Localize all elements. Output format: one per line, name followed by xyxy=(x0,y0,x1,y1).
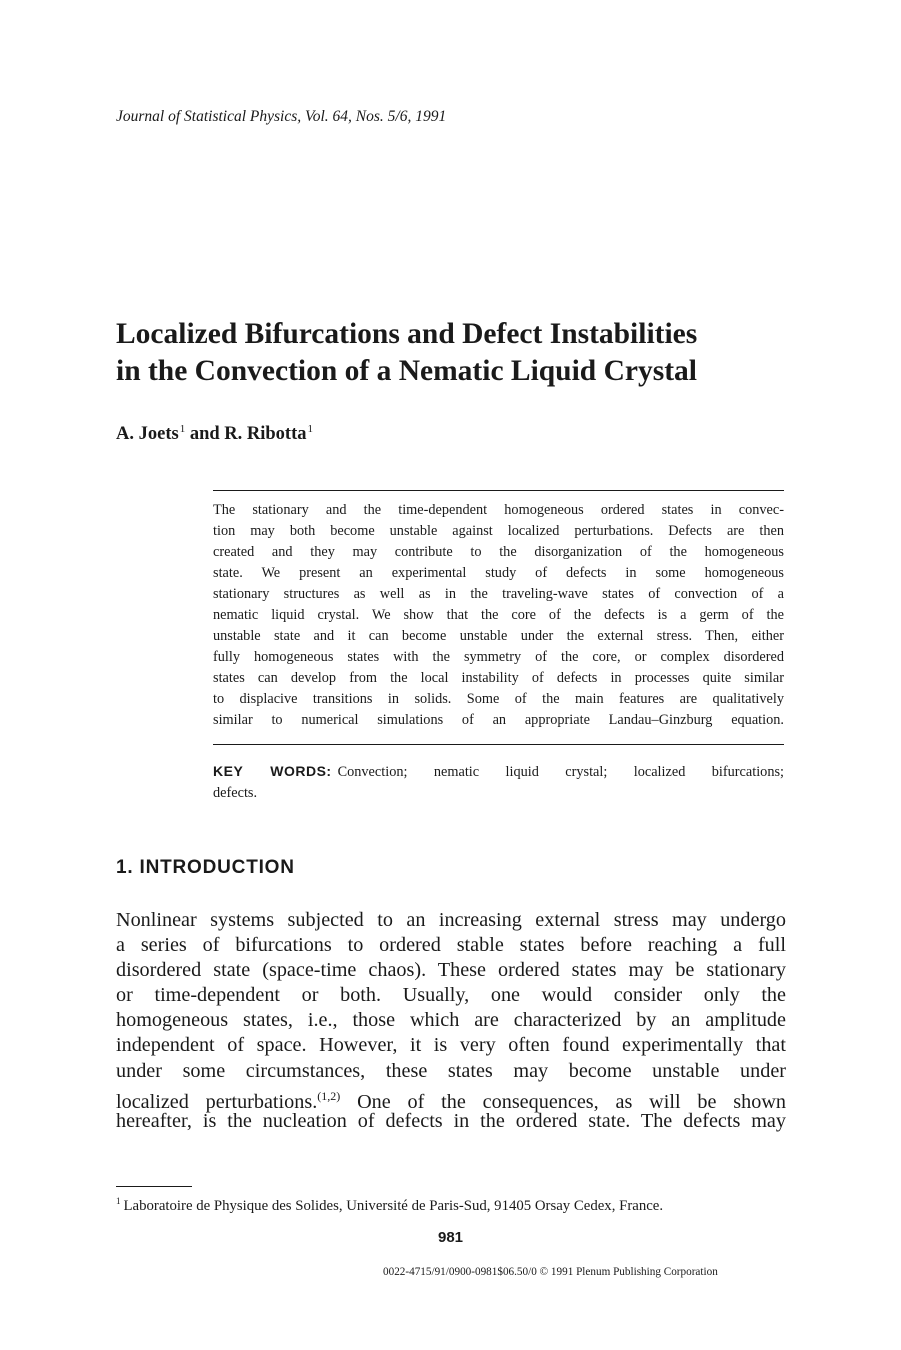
body-line: or time-dependent or both. Usually, one would consider only the xyxy=(116,984,786,1007)
body-text-fragment: localized perturbations. xyxy=(116,1090,318,1113)
paper-title xyxy=(116,316,836,390)
page-number: 981 xyxy=(437,1229,464,1246)
body-text xyxy=(116,908,786,1134)
footnote-mark: 1 xyxy=(116,1196,121,1206)
title-line-1: Localized Bifurcations and Defect Instabilities xyxy=(116,318,698,350)
keywords-label: KEY WORDS: xyxy=(213,763,332,779)
abstract-top-rule xyxy=(213,490,784,491)
body-line: homogeneous states, i.e., those which are characterized by an amplitude xyxy=(116,1009,786,1032)
abstract-line: tion may both become unstable against localized perturbations. Defects are then xyxy=(213,523,784,539)
body-line: Nonlinear systems subjected to an increasing external stress may undergo xyxy=(116,909,786,931)
title-line-2: in the Convection of a Nematic Liquid Crystal xyxy=(116,355,697,387)
keywords xyxy=(213,761,784,804)
footnote xyxy=(116,1196,663,1215)
body-line-citation xyxy=(116,1084,786,1113)
abstract-line: to displacive transitions in solids. Some of the main features are qualitatively xyxy=(213,691,784,707)
keywords-text: Convection; nematic liquid crystal; localized bifurcations; xyxy=(337,764,784,780)
abstract-line: stationary structures as well as in the traveling-wave states of convection of a xyxy=(213,586,784,602)
abstract-line: unstable state and it can become unstable under the external stress. Then, either xyxy=(213,628,784,644)
body-line: under some circumstances, these states may become unstable under xyxy=(116,1059,786,1082)
abstract-line: similar to numerical simulations of an appropriate Landau–Ginzburg equation. xyxy=(213,712,784,728)
author-name: A. Joets xyxy=(116,424,179,444)
footnote-rule xyxy=(116,1186,192,1187)
body-text-fragment: One of the consequences, as will be shown xyxy=(340,1090,786,1113)
footnote-text: Laboratoire de Physique des Solides, Université de Paris-Sud, 91405 Orsay Cedex, France. xyxy=(123,1198,664,1214)
copyright-line: 0022-4715/91/0900-0981$06.50/0 © 1991 Plenum Publishing Corporation xyxy=(383,1266,718,1278)
abstract-line: The stationary and the time-dependent homogeneous ordered states in convec- xyxy=(213,502,784,518)
abstract xyxy=(213,500,784,731)
author-list xyxy=(116,423,313,445)
body-line: a series of bifurcations to ordered stable states before reaching a full xyxy=(116,934,786,957)
abstract-line: state. We present an experimental study of defects in some homogeneous xyxy=(213,565,784,581)
keywords-line-2: defects. xyxy=(213,785,258,801)
affiliation-mark: 1 xyxy=(307,423,313,435)
author-connector: and xyxy=(189,424,220,444)
body-line: disordered state (space-time chaos). These ordered states may be stationary xyxy=(116,959,786,982)
abstract-line: created and they may contribute to the disorganization of the homogeneous xyxy=(213,544,784,560)
body-line: hereafter, is the nucleation of defects in the ordered state. The defects may xyxy=(116,1109,786,1132)
keywords-line-1 xyxy=(213,761,784,783)
abstract-bottom-rule xyxy=(213,744,784,745)
section-heading: 1. INTRODUCTION xyxy=(116,857,295,878)
author-name: R. Ribotta xyxy=(224,424,307,444)
abstract-line: fully homogeneous states with the symmetry of the core, or complex disordered xyxy=(213,649,784,665)
affiliation-mark: 1 xyxy=(179,423,186,435)
body-line: independent of space. However, it is very often found experimentally that xyxy=(116,1034,786,1057)
journal-citation: Journal of Statistical Physics, Vol. 64, Nos. 5/6, 1991 xyxy=(116,108,447,125)
citation-mark: (1,2) xyxy=(317,1088,341,1103)
abstract-line: nematic liquid crystal. We show that the core of the defects is a germ of the xyxy=(213,607,784,623)
abstract-line: states can develop from the local instability of defects in processes quite similar xyxy=(213,670,784,686)
